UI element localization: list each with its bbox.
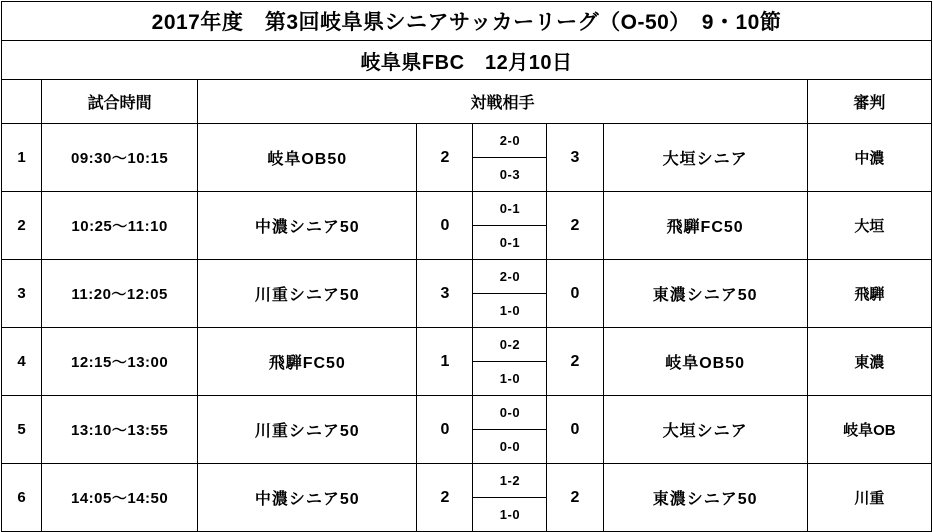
home-team: 中濃シニア50	[198, 464, 417, 532]
page-subtitle: 岐阜県FBC 12月10日	[2, 41, 932, 80]
table-row	[2, 464, 932, 498]
home-score: 3	[417, 260, 473, 328]
away-score: 0	[547, 396, 603, 464]
referee-name: 岐阜OB	[807, 396, 931, 464]
away-score: 2	[547, 328, 603, 396]
match-time: 10:25〜11:10	[42, 192, 198, 260]
match-time: 14:05〜14:50	[42, 464, 198, 532]
home-team: 川重シニア50	[198, 260, 417, 328]
second-half-score: 1-0	[473, 294, 547, 328]
table-row	[2, 124, 932, 158]
home-score: 2	[417, 464, 473, 532]
home-team: 川重シニア50	[198, 396, 417, 464]
away-team: 飛騨FC50	[603, 192, 807, 260]
home-team: 飛騨FC50	[198, 328, 417, 396]
match-no: 1	[2, 124, 42, 192]
away-team: 東濃シニア50	[603, 464, 807, 532]
header-no	[2, 80, 42, 124]
first-half-score: 0-2	[473, 328, 547, 362]
referee-name: 飛騨	[807, 260, 931, 328]
home-team: 岐阜OB50	[198, 124, 417, 192]
referee-name: 大垣	[807, 192, 931, 260]
first-half-score: 1-2	[473, 464, 547, 498]
home-score: 0	[417, 192, 473, 260]
home-score: 0	[417, 396, 473, 464]
home-score: 1	[417, 328, 473, 396]
second-half-score: 1-0	[473, 498, 547, 532]
match-time: 13:10〜13:55	[42, 396, 198, 464]
header-row	[2, 80, 932, 124]
referee-name: 東濃	[807, 328, 931, 396]
match-no: 2	[2, 192, 42, 260]
referee-name: 川重	[807, 464, 931, 532]
schedule-sheet	[0, 1, 933, 522]
second-half-score: 0-3	[473, 158, 547, 192]
home-team: 中濃シニア50	[198, 192, 417, 260]
match-time: 11:20〜12:05	[42, 260, 198, 328]
away-score: 3	[547, 124, 603, 192]
header-referee: 審判	[807, 80, 931, 124]
away-score: 2	[547, 464, 603, 532]
second-half-score: 1-0	[473, 362, 547, 396]
away-team: 大垣シニア	[603, 396, 807, 464]
first-half-score: 0-0	[473, 396, 547, 430]
schedule-table	[1, 1, 932, 532]
home-score: 2	[417, 124, 473, 192]
away-team: 大垣シニア	[603, 124, 807, 192]
match-no: 6	[2, 464, 42, 532]
second-half-score: 0-0	[473, 430, 547, 464]
match-time: 09:30〜10:15	[42, 124, 198, 192]
page-title: 2017年度 第3回岐阜県シニアサッカーリーグ（O-50） 9・10節	[2, 2, 932, 41]
table-row	[2, 328, 932, 362]
title-row	[2, 2, 932, 41]
match-time: 12:15〜13:00	[42, 328, 198, 396]
match-no: 4	[2, 328, 42, 396]
away-score: 2	[547, 192, 603, 260]
away-team: 岐阜OB50	[603, 328, 807, 396]
second-half-score: 0-1	[473, 226, 547, 260]
first-half-score: 2-0	[473, 260, 547, 294]
table-row	[2, 192, 932, 226]
referee-name: 中濃	[807, 124, 931, 192]
first-half-score: 2-0	[473, 124, 547, 158]
header-match: 対戦相手	[198, 80, 808, 124]
header-time: 試合時間	[42, 80, 198, 124]
match-no: 3	[2, 260, 42, 328]
match-no: 5	[2, 396, 42, 464]
table-row	[2, 396, 932, 430]
table-row	[2, 260, 932, 294]
subtitle-row	[2, 41, 932, 80]
away-team: 東濃シニア50	[603, 260, 807, 328]
away-score: 0	[547, 260, 603, 328]
first-half-score: 0-1	[473, 192, 547, 226]
